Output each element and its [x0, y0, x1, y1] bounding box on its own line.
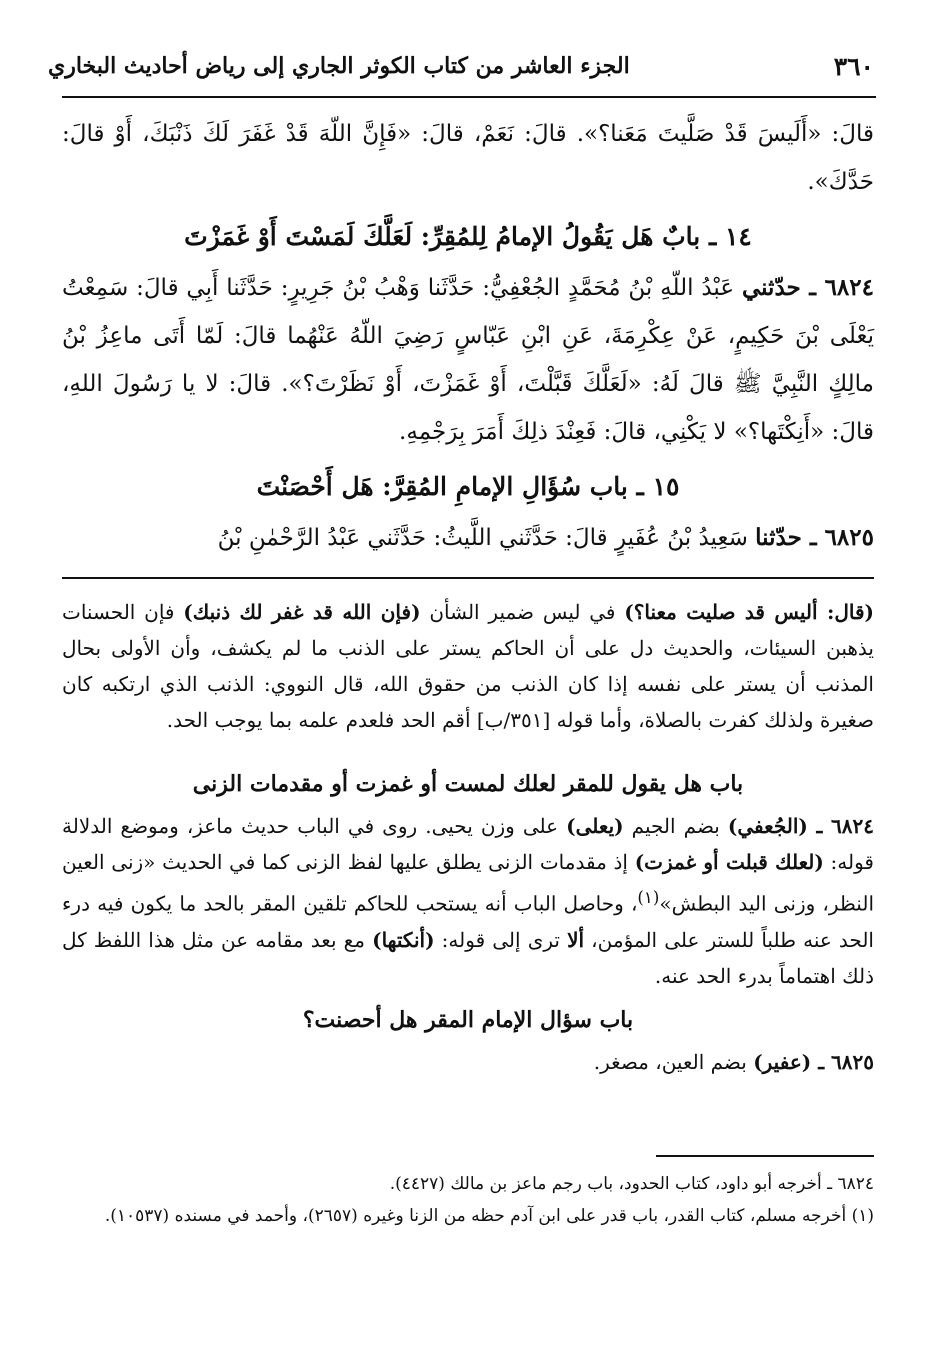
footnote-2: (١) أخرجه مسلم، كتاب القدر، باب قدر على ابن آدم حظه من الزنا وغيره (٢٦٥٧)، وأحمد في مسنده (١٠٥٣٧).: [104, 1206, 874, 1226]
commentary-text: ، وحاصل الباب أنه يستحب للحاكم تلقين المقر بالحد ما يكون فيه درء الحد عنه طلباً للستر على المؤمن،: [62, 891, 874, 952]
commentary-quote: (أنكتها): [372, 927, 435, 952]
commentary-text: بضم العين، مصغر.: [593, 1049, 754, 1074]
chapter-heading-14: ١٤ ـ بابٌ هَل يَقُولُ الإمامُ لِلمُقِرِّ: لَعَلَّكَ لَمَسْتَ أَوْ غَمَزْتَ: [184, 222, 752, 251]
hadith-6824: [62, 264, 874, 456]
commentary-paragraph-1: [62, 594, 874, 738]
commentary-paragraph-3: [62, 1044, 874, 1080]
commentary-text: إذ مقدمات الزنى يطلق عليها لفظ الزنى كما في الحديث «زنى العين النظر، وزنى اليد البطش»: [62, 850, 874, 916]
commentary-quote: (قال: أليس قد صليت معنا؟): [624, 600, 874, 624]
commentary-heading-1: باب هل يقول للمقر لعلك لمست أو غمزت أو مقدمات الزنى: [192, 771, 744, 797]
hadith-continuation: قالَ: «أَلَيسَ قَدْ صَلَّيتَ مَعَنا؟». قالَ: نَعَمْ، قالَ: «فَإِنَّ اللّهَ قَدْ غَفَرَ لَكَ ذَنْبَكَ، أَوْ قالَ: حَدَّكَ».: [62, 121, 874, 195]
footnote-divider: [656, 1155, 874, 1157]
commentary-heading-2: باب سؤال الإمام المقر هل أحصنت؟: [302, 1006, 634, 1033]
hadith-6825-text: سَعِيدُ بْنُ عُفَيرٍ قالَ: حَدَّثَني اللَّيثُ: حَدَّثَني عَبْدُ الرَّحْمٰنِ بْنُ: [217, 525, 756, 551]
page-header: [48, 46, 874, 86]
hadith-number-6824: ٦٨٢٤ ـ حدّثني: [741, 274, 874, 301]
commentary-quote: (فإن الله قد غفر لك ذنبك): [183, 600, 421, 624]
header-rule: [62, 96, 876, 98]
footnote-marker: (١): [637, 888, 660, 907]
hadith-6824-text: عَبْدُ اللّهِ بْنُ مُحَمَّدٍ الجُعْفِيُّ: حَدَّثَنا وَهْبُ بْنُ جَرِيرٍ: حَدَّثَنا أَبِي قالَ: سَمِعْتُ يَعْلَى بْنَ حَكِيمٍ، عَنْ عِكْرِمَةَ، عَنِ ابْنِ عَبّاسٍ رَضِيَ اللّهُ عَنْهُما قالَ: لَمّا أَتَى ماعِزُ بْنُ مالِكٍ النَّبِيَّ ﷺ قالَ لَهُ: «لَعَلَّكَ قَبَّلْتَ، أَوْ غَمَزْتَ، أَوْ نَظَرْتَ؟». قالَ: لا يا رَسُولَ اللهِ، قالَ: «أَنِكْتَها؟» لا يَكْنِي، قالَ: فَعِنْدَ ذلِكَ أَمَرَ بِرَجْمِهِ.: [62, 275, 874, 445]
footnotes: [62, 1168, 874, 1232]
commentary-quote: (يعلى): [566, 814, 624, 838]
commentary-paragraph-2: [62, 808, 874, 994]
hadith-6825: [62, 514, 874, 562]
commentary-text: على وزن يحيى. روى في الباب حديث ماعز، وموضع الدلالة قوله:: [62, 814, 874, 874]
chapter-heading-15: ١٥ ـ باب سُؤَالِ الإمامِ المُقِرَّ: هَل أَحْصَنْتَ: [256, 472, 680, 501]
page-number: ٣٦٠: [833, 51, 874, 81]
commentary-quote: (لعلك قبلت أو غمزت): [634, 850, 824, 874]
commentary-text: ترى إلى قوله:: [434, 927, 568, 952]
commentary-quote: ٦٨٢٤ ـ (الجُعفي): [727, 814, 874, 838]
commentary-text: في ليس ضمير الشأن: [420, 600, 625, 624]
running-title: الجزء العاشر من كتاب الكوثر الجاري إلى رياض أحاديث البخاري: [48, 53, 630, 79]
footnote-1: ٦٨٢٤ ـ أخرجه أبو داود، كتاب الحدود، باب رجم ماعز بن مالك (٤٤٢٧).: [389, 1174, 874, 1194]
commentary-text: مع بعد مقامه عن مثل هذا اللفظ كل ذلك اهتماماً بدرء الحد عنه.: [62, 927, 874, 988]
commentary-text: فإن الحسنات يذهبن السيئات، والحديث دل على أن الحاكم يستر على الذنب ما لم يكشف، وأن الأولى بحال المذنب أن يستر على نفسه إذا كان الذنب من حقوق الله، قال النووي: الذنب الذي ارتكبه كان صغيرة ولذلك كفرت بالصلاة، وأما قوله [٣٥١/ب] أقم الحد فلعدم علمه بما يوجب الحد.: [62, 600, 874, 732]
commentary-text: بضم الجيم: [623, 814, 728, 838]
main-text: [62, 110, 874, 562]
commentary-emphasis: ألا: [567, 927, 585, 952]
commentary: [62, 594, 874, 1080]
hadith-number-6825: ٦٨٢٥ ـ حدّثنا: [755, 524, 874, 551]
commentary-quote: ٦٨٢٥ ـ (عفير): [753, 1049, 874, 1074]
commentary-divider: [62, 577, 874, 579]
